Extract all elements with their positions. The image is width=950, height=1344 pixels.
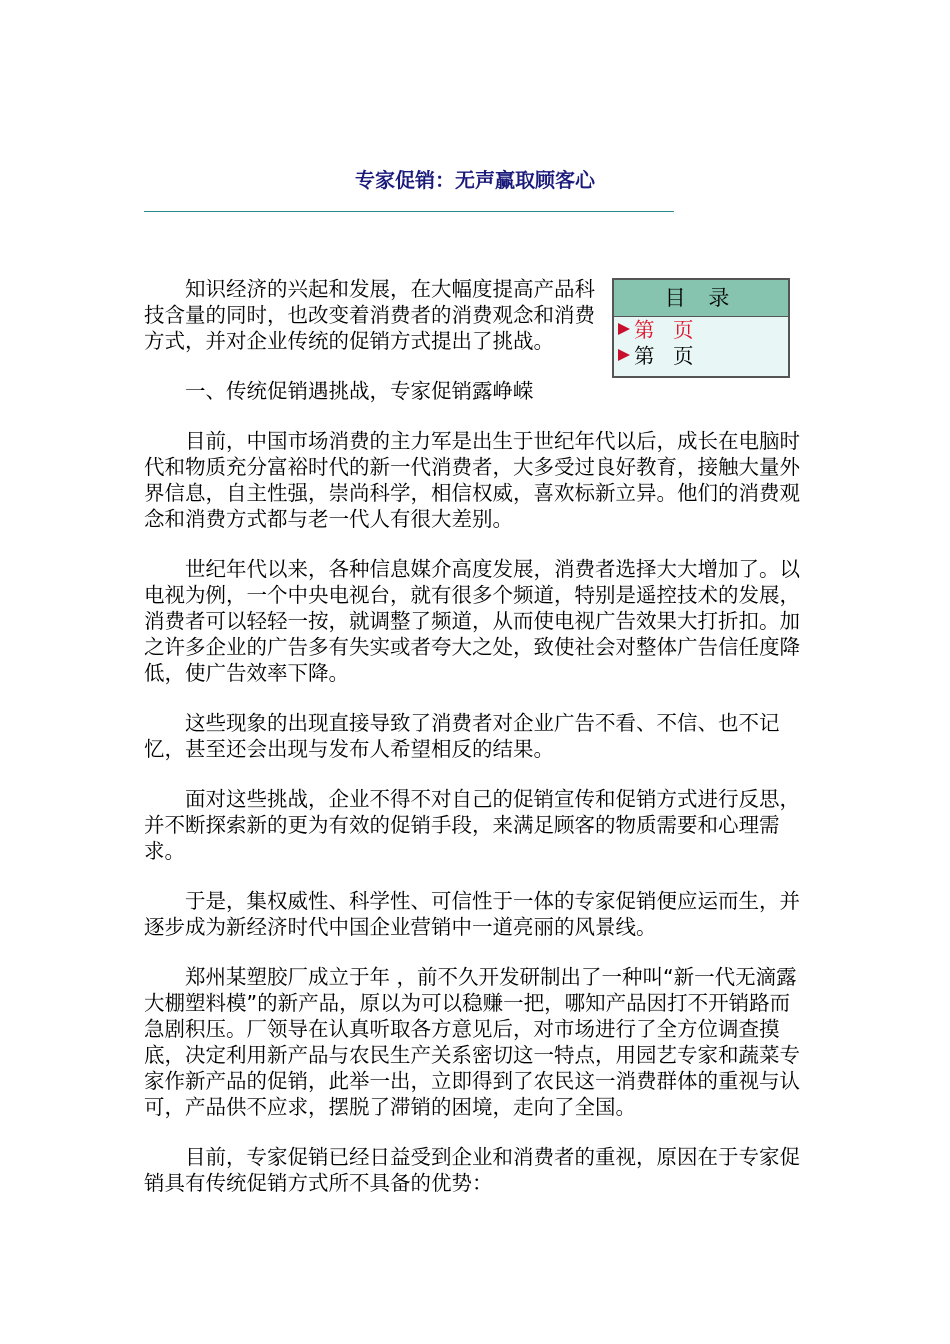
article-body [144,276,809,1220]
paragraph: 目前，专家促销已经日益受到企业和消费者的重视，原因在于专家促销具有传统促销方式所不具备的优势： [144,1145,800,1195]
section-heading: 一、传统促销遇挑战，专家促销露峥嵘 [185,379,534,403]
page-title: 专家促销：无声赢取顾客心 [355,168,595,192]
paragraph: 这些现象的出现直接导致了消费者对企业广告不看、不信、也不记忆，甚至还会出现与发布人希望相反的结果。 [144,711,780,761]
toc-item-label[interactable]: 第 页 [634,318,700,342]
toc-header: 目 录 [614,280,788,317]
paragraph: 世纪年代以来，各种信息媒介高度发展，消费者选择大大增加了。以电视为例，一个中央电视台，就有很多个频道，特别是遥控技术的发展，消费者可以轻轻一按，就调整了频道，从而使电视广告效果大打折扣。加之许多企业的广告多有失实或者夸大之处，致使社会对整体广告信任度降低，使广告效率下降。 [144,557,800,685]
title-divider [144,211,674,212]
toc-item-label[interactable]: 第 页 [634,344,700,368]
paragraph: 于是，集权威性、科学性、可信性于一体的专家促销便应运而生，并逐步成为新经济时代中国企业营销中一道亮丽的风景线。 [144,889,800,939]
paragraph: 目前，中国市场消费的主力军是出生于世纪年代以后，成长在电脑时代和物质充分富裕时代的新一代消费者，大多受过良好教育，接触大量外界信息，自主性强，崇尚科学，相信权威，喜欢标新立异。他们的消费观念和消费方式都与老一代人有很大差别。 [144,429,800,531]
paragraph: 知识经济的兴起和发展，在大幅度提高产品科技含量的同时，也改变着消费者的消费观念和消费方式，并对企业传统的促销方式提出了挑战。 [144,277,595,353]
paragraph: 郑州某塑胶厂成立于年 ，前不久开发研制出了一种叫“新一代无滴露大棚塑料模”的新产品，原以为可以稳赚一把，哪知产品因打不开销路而急剧积压。厂领导在认真听取各方意见后，对市场进行了全方位调查摸底，决定利用新产品与农民生产关系密切这一特点，用园艺专家和蔬菜专家作新产品的促销，此举一出，立即得到了农民这一消费群体的重视与认可，产品供不应求，摆脱了滞销的困境，走向了全国。 [144,965,800,1119]
paragraph: 面对这些挑战，企业不得不对自己的促销宣传和促销方式进行反思，并不断探索新的更为有效的促销手段，来满足顾客的物质需要和心理需求。 [144,787,800,863]
